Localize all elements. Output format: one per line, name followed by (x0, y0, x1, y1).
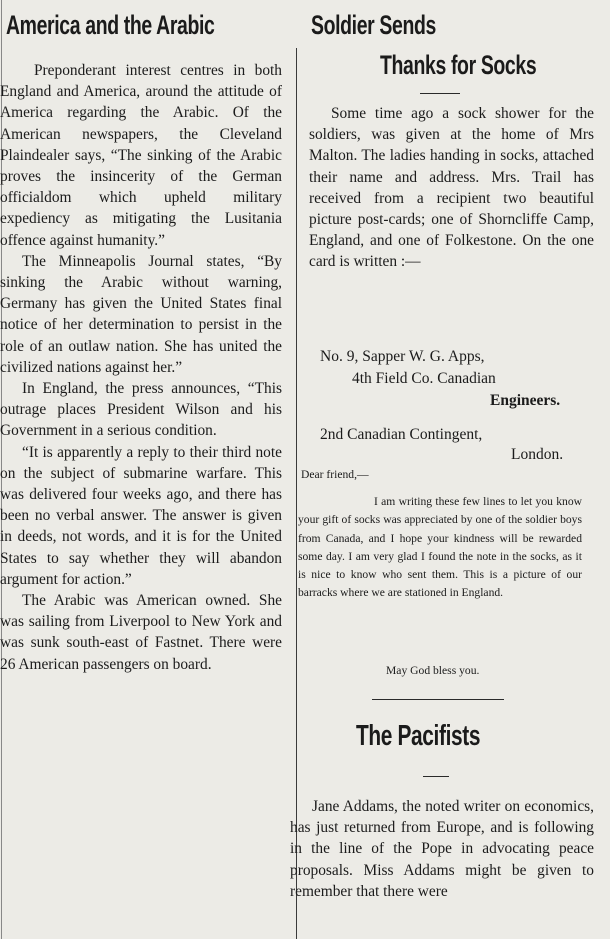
article1-paragraph: The Arabic was American owned. She was sailing from Liverpool to New York and was sunk south-east of Fastnet. There were 26 American passengers on board. (0, 592, 282, 673)
article2-headline-line1: Soldier Sends (311, 10, 436, 40)
article1-paragraph: In England, the press announces, “This outrage places President Wilson and his Government in a serious condition. (0, 380, 282, 440)
address-line: 2nd Canadian Contingent, (320, 426, 483, 443)
letter-paragraph: I am writing these few lines to let you know your gift of socks was appreciated by one of the soldier boys from Canada, and I hope your kindness will be rewarded some day. I am very glad I found the note in the socks, as it is nice to know who sent them. This is a picture of our barracks where we are stationed in England. (298, 495, 582, 600)
article2-body (309, 103, 594, 273)
address-line: Engineers. (490, 392, 561, 409)
address-line: London. (511, 446, 564, 463)
article2-paragraph: Some time ago a sock shower for the soldiers, was given at the home of Mrs Malton. The ladies handing in socks, attached their name and address. Mrs. Trail has received from a recipient two beautiful picture post-cards; one of Shorncliffe Camp, England, and one of Folkestone. On the one card is written :— (309, 105, 594, 271)
article2-headline-line2: Thanks for Socks (380, 50, 537, 80)
letter-salutation: Dear friend,— (301, 468, 369, 481)
letter-body (298, 493, 582, 603)
headline-rule (423, 776, 449, 777)
article3-paragraph: Jane Addams, the noted writer on economics, has just returned from Europe, and is following in the line of the Pope in advocating peace proposals. Miss Addams might be given to remember that there were (290, 798, 594, 900)
article1-paragraph: “It is apparently a reply to their third note on the subject of submarine warfare. This was delivered four weeks ago, and there has been no verbal answer. The answer is given in deeds, not words, and it is for the United States to say whether they will abandon argument for action.” (0, 443, 282, 588)
article1-body (0, 60, 282, 675)
section-rule (372, 699, 504, 700)
article3-headline: The Pacifists (356, 720, 481, 752)
article3-body (290, 796, 594, 902)
letter-closing: May God bless you. (386, 664, 480, 677)
headline-rule (420, 93, 460, 94)
article1-paragraph: The Minneapolis Journal states, “By sinking the Arabic without warning, Germany has given the United States final notice of her determination to persist in the role of an outlaw nation. She has united the civilized nations against her.” (0, 252, 282, 376)
article1-headline: America and the Arabic (6, 10, 215, 40)
article1-paragraph: Preponderant interest centres in both England and America, around the attitude of America regarding the Arabic. Of the American newspapers, the Cleveland Plaindealer says, “The sinking of the Arabic proves the insincerity of the German officialdom which upheld military expediency as mitigating the Lusitania offence against humanity.” (0, 62, 282, 249)
address-line: 4th Field Co. Canadian (352, 370, 496, 387)
address-line: No. 9, Sapper W. G. Apps, (320, 348, 485, 365)
